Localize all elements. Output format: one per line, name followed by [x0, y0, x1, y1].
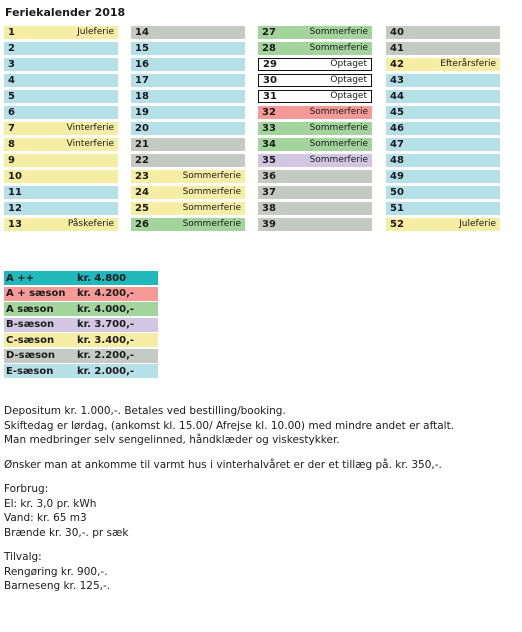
week-number: 46: [390, 123, 404, 134]
week-number: 45: [390, 107, 404, 118]
week-number: 26: [135, 219, 149, 230]
week-cell: [131, 122, 245, 135]
week-cell: [258, 218, 372, 231]
season-price: kr. 4.800: [77, 272, 127, 284]
week-cell: [258, 58, 372, 71]
week-number: 30: [263, 75, 277, 86]
week-number: 19: [135, 107, 149, 118]
week-cell: [131, 106, 245, 119]
week-number: 17: [135, 75, 149, 86]
week-cell: [131, 74, 245, 87]
week-cell: [131, 202, 245, 215]
calendar-column: [131, 26, 245, 234]
season-name: A sæson: [6, 303, 54, 315]
note-line: Vand: kr. 65 m3: [4, 512, 87, 524]
note-line: Ønsker man at ankomme til varmt hus i vinterhalvåret er der et tillæg på. kr. 350,-.: [4, 458, 442, 471]
week-number: 39: [262, 219, 276, 230]
week-number: 23: [135, 171, 149, 182]
week-cell: [4, 106, 118, 119]
week-cell: [386, 58, 500, 71]
week-cell: [258, 186, 372, 199]
week-number: 18: [135, 91, 149, 102]
week-cell: [4, 218, 118, 231]
note-line: Brænde kr. 30,-. pr sæk: [4, 526, 129, 539]
week-cell: [131, 218, 245, 231]
paragraph-gap: [4, 448, 454, 458]
paragraph-gap: [4, 472, 454, 482]
week-number: 38: [262, 203, 276, 214]
week-cell: [258, 90, 372, 103]
week-number: 24: [135, 187, 149, 198]
calendar-column: [4, 26, 118, 234]
price-row: [4, 349, 158, 363]
week-cell: [4, 26, 118, 39]
week-cell: [386, 218, 500, 231]
week-cell: [386, 26, 500, 39]
week-cell: [4, 74, 118, 87]
week-cell: [258, 42, 372, 55]
price-row: [4, 287, 158, 301]
week-cell: [131, 186, 245, 199]
week-label: Sommerferie: [309, 139, 368, 149]
week-cell: [131, 138, 245, 151]
week-label: Vinterferie: [66, 123, 114, 133]
week-number: 35: [262, 155, 276, 166]
week-label: Juleferie: [77, 27, 114, 37]
week-number: 10: [8, 171, 22, 182]
week-cell: [386, 42, 500, 55]
note-line: Man medbringer selv sengelinned, håndklæder og viskestykker.: [4, 434, 340, 446]
week-number: 6: [8, 107, 15, 118]
price-row: [4, 271, 158, 285]
week-cell: [386, 154, 500, 167]
season-price: kr. 3.400,-: [77, 334, 135, 346]
week-cell: [258, 138, 372, 151]
week-cell: [258, 154, 372, 167]
note-line: Depositum kr. 1.000,-. Betales ved bestilling/booking.: [4, 405, 286, 417]
week-cell: [386, 122, 500, 135]
week-cell: [131, 154, 245, 167]
week-number: 20: [135, 123, 149, 134]
week-number: 13: [8, 219, 22, 230]
week-label: Optaget: [330, 91, 367, 101]
season-name: D-sæson: [6, 350, 56, 361]
price-row: [4, 302, 158, 316]
week-label: Sommerferie: [309, 27, 368, 37]
note-line: Barneseng kr. 125,-.: [4, 580, 111, 592]
week-number: 36: [262, 171, 276, 182]
info-notes: [4, 404, 454, 594]
week-label: Optaget: [330, 75, 367, 85]
week-number: 42: [390, 59, 404, 70]
season-name: E-sæson: [6, 365, 54, 377]
week-number: 25: [135, 203, 149, 214]
week-label: Juleferie: [459, 219, 496, 229]
week-number: 48: [390, 155, 404, 166]
week-cell: [258, 26, 372, 39]
week-number: 22: [135, 155, 149, 166]
calendar-column: [258, 26, 372, 234]
week-cell: [131, 170, 245, 183]
week-label: Vinterferie: [66, 139, 114, 149]
week-number: 28: [262, 43, 276, 54]
week-cell: [258, 122, 372, 135]
season-name: B-sæson: [6, 319, 55, 330]
calendar-column: [386, 26, 500, 234]
week-number: 9: [8, 155, 15, 166]
week-number: 1: [8, 27, 15, 38]
week-number: 4: [8, 75, 15, 86]
week-number: 49: [390, 171, 404, 182]
week-number: 11: [8, 187, 22, 198]
week-number: 12: [8, 203, 22, 214]
week-number: 43: [390, 75, 404, 86]
week-cell: [386, 202, 500, 215]
paragraph-gap: [4, 540, 454, 550]
week-cell: [131, 26, 245, 39]
week-cell: [386, 106, 500, 119]
week-number: 8: [8, 139, 15, 150]
week-number: 32: [262, 107, 276, 118]
note-line: Rengøring kr. 900,-.: [4, 565, 108, 578]
price-row: [4, 333, 158, 347]
week-label: Sommerferie: [182, 203, 241, 213]
season-price: kr. 3.700,-: [77, 319, 135, 330]
week-cell: [4, 42, 118, 55]
season-name: C-sæson: [6, 334, 55, 346]
note-line: Skiftedag er lørdag, (ankomst kl. 15.00/ Afrejse kl. 10.00) med mindre andet er aftalt.: [4, 419, 455, 432]
week-number: 34: [262, 139, 276, 150]
week-number: 27: [262, 27, 276, 38]
week-label: Sommerferie: [309, 155, 368, 165]
week-number: 3: [8, 59, 15, 70]
price-row: [4, 364, 158, 378]
week-number: 52: [390, 219, 404, 230]
week-cell: [386, 90, 500, 103]
note-line: Forbrug:: [4, 483, 49, 495]
season-price-table: [4, 271, 158, 380]
week-label: Sommerferie: [182, 187, 241, 197]
week-number: 5: [8, 91, 15, 102]
week-cell: [258, 106, 372, 119]
week-cell: [386, 186, 500, 199]
week-label: Sommerferie: [309, 43, 368, 53]
week-number: 44: [390, 91, 404, 102]
week-number: 50: [390, 187, 404, 198]
week-label: Sommerferie: [182, 171, 241, 181]
week-label: Påskeferie: [67, 219, 114, 229]
week-cell: [386, 74, 500, 87]
week-number: 40: [390, 27, 404, 38]
week-cell: [131, 42, 245, 55]
week-cell: [4, 170, 118, 183]
week-cell: [4, 138, 118, 151]
week-number: 41: [390, 43, 404, 54]
week-label: Efterårsferie: [440, 59, 496, 69]
week-cell: [386, 170, 500, 183]
season-price: kr. 4.000,-: [77, 303, 135, 315]
week-number: 51: [390, 203, 404, 214]
week-number: 15: [135, 43, 149, 54]
week-cell: [4, 58, 118, 71]
season-name: A + sæson: [6, 288, 66, 299]
week-cell: [131, 58, 245, 71]
week-number: 16: [135, 59, 149, 70]
week-label: Sommerferie: [309, 107, 368, 117]
week-label: Optaget: [330, 59, 367, 69]
week-cell: [386, 138, 500, 151]
week-number: 31: [263, 91, 277, 102]
week-cell: [4, 90, 118, 103]
season-name: A ++: [6, 272, 34, 284]
week-cell: [258, 74, 372, 87]
page-title: Feriekalender 2018: [5, 6, 126, 19]
week-label: Sommerferie: [182, 219, 241, 229]
season-price: kr. 2.200,-: [77, 350, 135, 361]
week-number: 7: [8, 123, 15, 134]
week-label: Sommerferie: [309, 123, 368, 133]
week-number: 29: [263, 59, 277, 70]
week-cell: [131, 90, 245, 103]
note-line: Tilvalg:: [4, 551, 42, 563]
price-row: [4, 318, 158, 332]
week-number: 2: [8, 43, 15, 54]
week-number: 33: [262, 123, 276, 134]
season-price: kr. 4.200,-: [77, 288, 135, 299]
note-line: El: kr. 3,0 pr. kWh: [4, 497, 97, 510]
week-number: 21: [135, 139, 149, 150]
week-cell: [4, 186, 118, 199]
season-price: kr. 2.000,-: [77, 365, 135, 377]
week-cell: [4, 122, 118, 135]
week-number: 37: [262, 187, 276, 198]
week-cell: [4, 202, 118, 215]
week-number: 14: [135, 27, 149, 38]
week-cell: [258, 170, 372, 183]
week-cell: [4, 154, 118, 167]
week-cell: [258, 202, 372, 215]
week-number: 47: [390, 139, 404, 150]
